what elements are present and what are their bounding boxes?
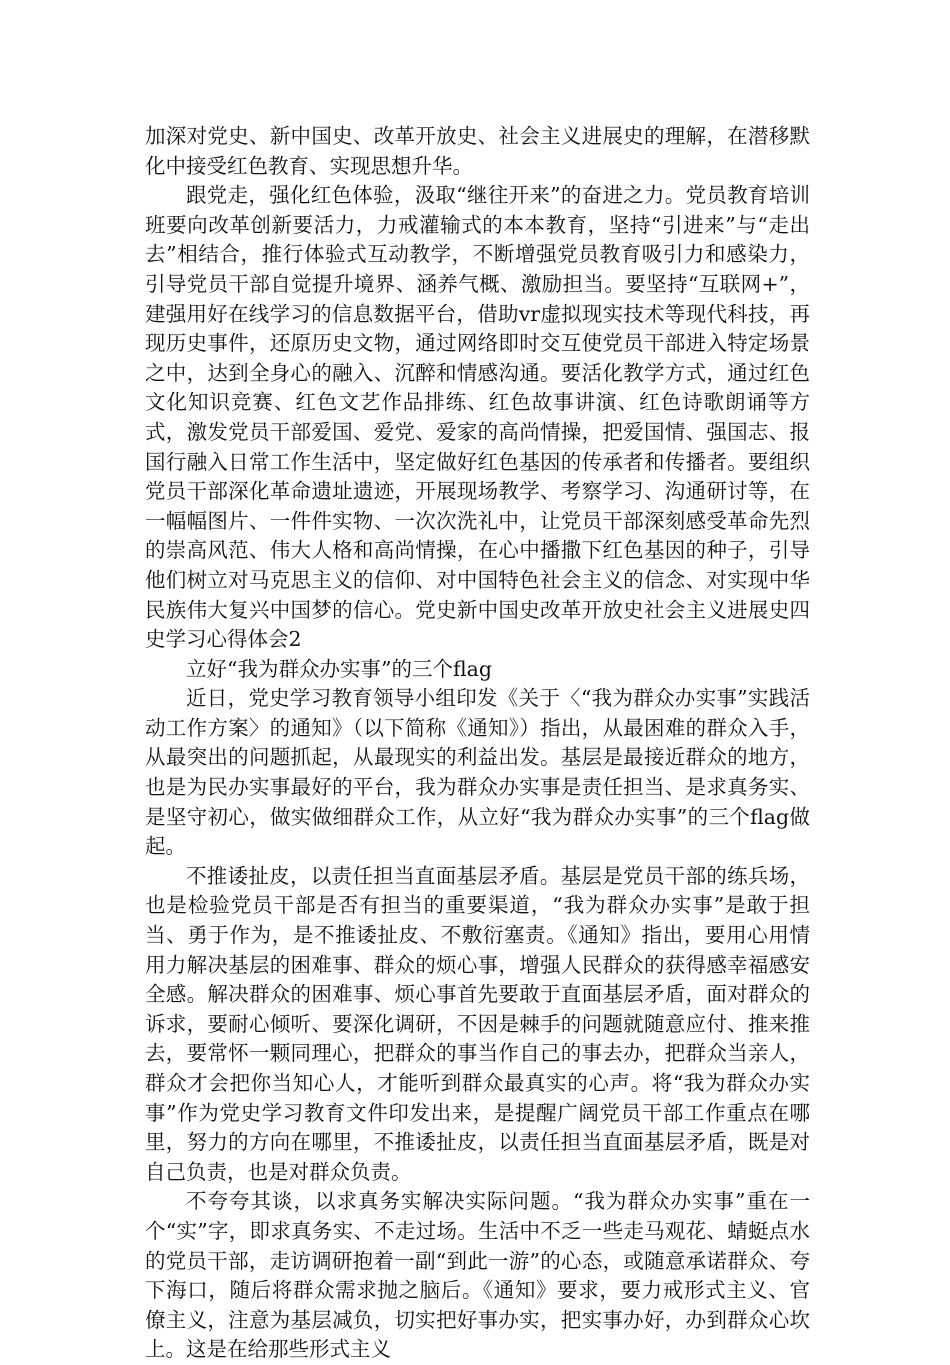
section-heading: 立好“我为群众办实事”的三个flag xyxy=(186,656,492,681)
document-body xyxy=(145,122,810,1365)
paragraph-continuation: 加深对党史、新中国史、改革开放史、社会主义进展史的理解，在潜移默化中接受红色教育、实现思想升华。 xyxy=(145,124,810,178)
paragraph-red-experience: 跟党走，强化红色体验，汲取“继往开来”的奋进之力。党员教育培训班要向改革创新要活力，力戒灌输式的本本教育，坚持“引进来”与“走出去”相结合，推行体验式互动教学，不断增强党员教育吸引力和感染力，引导党员干部自觉提升境界、涵养气概、激励担当。要坚持“互联网+”，建强用好在线学习的信息数据平台，借助vr虚拟现实技术等现代科技，再现历史事件，还原历史文物，通过网络即时交互使党员干部进入特定场景之中，达到全身心的融入、沉醉和情感沟通。要活化教学方式，通过红色文化知识竞赛、红色文艺作品排练、红色故事讲演、红色诗歌朗诵等方式，激发党员干部爱国、爱党、爱家的高尚情操，把爱国情、强国志、报国行融入日常工作生活中，坚定做好红色基因的传承者和传播者。要组织党员干部深化革命遗址遗迹，开展现场教学、考察学习、沟通研讨等，在一幅幅图片、一件件实物、一次次洗礼中，让党员干部深刻感受革命先烈的崇高风范、伟大人格和高尚情操，在心中播撒下红色基因的种子，引导他们树立对马克思主义的信仰、对中国特色社会主义的信念、对实现中华民族伟大复兴中国梦的信心。党史新中国史改革开放史社会主义进展史四史学习心得体会2 xyxy=(145,183,810,652)
paragraph-pragmatism: 不夸夸其谈，以求真务实解决实际问题。“我为群众办实事”重在一个“实”字，即求真务实、不走过场。生活中不乏一些走马观花、蜻蜓点水的党员干部，走访调研抱着一副“到此一游”的心态，或随意承诺群众、夸下海口，随后将群众需求抛之脑后。《通知》要求，要力戒形式主义、官僚主义，注意为基层减负，切实把好事办实，把实事办好，办到群众心坎上。这是在给那些形式主义 xyxy=(145,1189,810,1362)
paragraph-responsibility: 不推诿扯皮，以责任担当直面基层矛盾。基层是党员干部的练兵场，也是检验党员干部是否有担当的重要渠道，“我为群众办实事”是敢于担当、勇于作为，是不推诿扯皮、不敷衍塞责。《通知》指出，要用心用情用力解决基层的困难事、群众的烦心事，增强人民群众的获得感幸福感安全感。解决群众的困难事、烦心事首先要敢于直面基层矛盾，面对群众的诉求，要耐心倾听、要深化调研，不因是棘手的问题就随意应付、推来推去，要常怀一颗同理心，把群众的事当作自己的事去办，把群众当亲人，群众才会把你当知心人，才能听到群众最真实的心声。将“我为群众办实事”作为党史学习教育文件印发出来，是提醒广阔党员干部工作重点在哪里，努力的方向在哪里，不推诿扯皮，以责任担当直面基层矛盾，既是对自己负责，也是对群众负责。 xyxy=(145,863,810,1184)
paragraph-notice: 近日，党史学习教育领导小组印发《关于〈“我为群众办实事”实践活动工作方案〉的通知》（以下简称《通知》）指出，从最困难的群众入手，从最突出的问题抓起，从最现实的利益出发。基层是最接近群众的地方，也是为民办实事最好的平台，我为群众办实事是责任担当、是求真务实、是坚守初心，做实做细群众工作，从立好“我为群众办实事”的三个flag做起。 xyxy=(145,686,810,859)
